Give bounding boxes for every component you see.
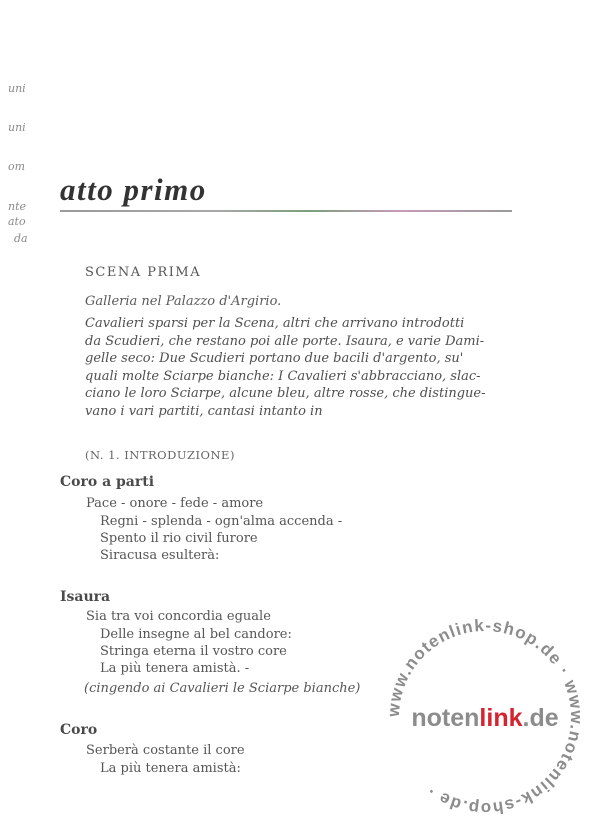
margin-fragment: nte [8, 200, 27, 213]
stage-direction-inline: (cingendo ai Cavalieri le Sciarpe bianche) [84, 681, 361, 696]
verse-line: Regni - splenda - ogn'alma accenda - [100, 514, 343, 529]
scene-location: Galleria nel Palazzo d'Argirio. [85, 294, 282, 309]
role-name: Coro [60, 722, 98, 738]
margin-fragment: da [14, 232, 28, 245]
watermark-brand-de: .de [522, 704, 559, 732]
scene-heading: SCENA PRIMA [85, 265, 202, 280]
margin-fragment: uni [8, 121, 26, 134]
verse-line: La più tenera amistà. - [100, 661, 250, 676]
watermark-brand-link: link [479, 704, 523, 732]
verse-line: Sia tra voi concordia eguale [86, 609, 271, 624]
stage-direction-line: ciano le loro Sciarpe, alcune bleu, altre rosse, che distingue- [85, 386, 486, 402]
verse-line: Siracusa esulterà: [100, 548, 220, 563]
margin-fragment: om [8, 160, 26, 173]
verse-line: Stringa eterna il vostro core [100, 644, 287, 659]
watermark-ring-path: www.notenlink-shop.de · www.notenlink-shop.de · [383, 615, 587, 819]
role-name: Isaura [60, 589, 111, 605]
role-name: Coro a parti [60, 474, 155, 490]
verse-line: Serberà costante il core [86, 743, 245, 758]
number-heading: (N. 1. INTRODUZIONE) [85, 448, 235, 462]
stage-direction [85, 315, 517, 421]
page-title: atto primo [60, 172, 207, 207]
title-divider [60, 210, 512, 212]
stage-direction-line: quali molte Sciarpe bianche: I Cavalieri s'abbracciano, slac- [85, 368, 481, 384]
margin-fragment: uni [8, 82, 26, 95]
margin-fragment: ato [8, 215, 26, 228]
verse-line: Delle insegne al bel candore: [100, 627, 292, 642]
watermark-brand-noten: noten [411, 704, 480, 732]
verse-line: La più tenera amistà: [100, 761, 241, 776]
watermark-stamp [380, 612, 590, 822]
stage-direction-line: gelle seco: Due Scudieri portano due bacili d'argento, su' [85, 351, 464, 367]
verse-line: Spento il rio civil furore [100, 531, 258, 546]
stage-direction-line: Cavalieri sparsi per la Scena, altri che arrivano introdotti [85, 316, 465, 331]
stage-direction-line: da Scudieri, che restano poi alle porte. Isaura, e varie Dami- [85, 333, 485, 349]
verse-line: Pace - onore - fede - amore [86, 496, 264, 511]
watermark-brand [411, 704, 558, 732]
stage-direction-line: vano i vari partiti, cantasi intanto in [85, 403, 323, 419]
